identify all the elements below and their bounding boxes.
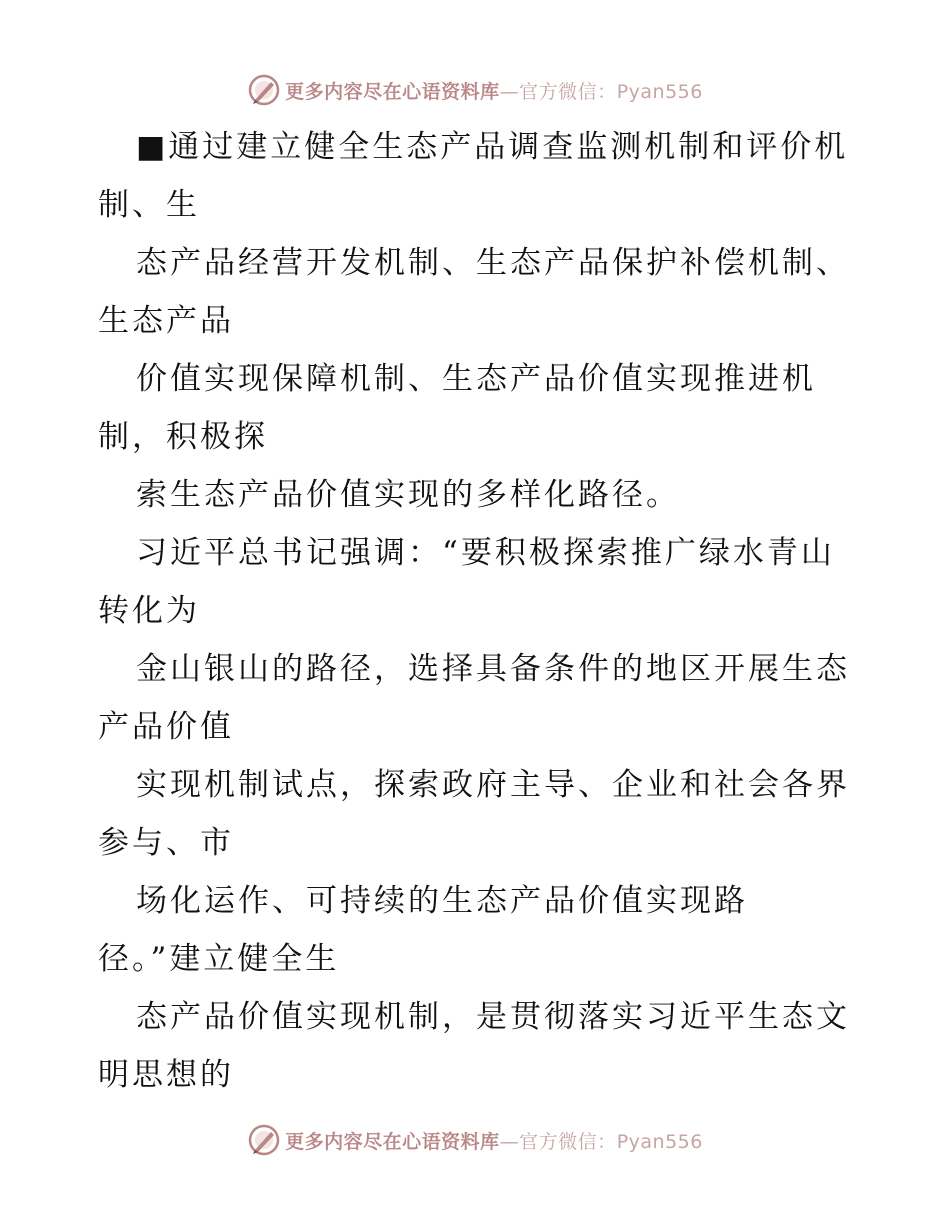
text-line: 实现机制试点，探索政府主导、企业和社会各界	[136, 767, 850, 803]
banner-text	[285, 77, 703, 104]
pen-circle-logo-icon	[247, 1123, 281, 1157]
text-line: ■通过建立健全生态产品调查监测机制和评价机	[136, 129, 849, 165]
text-line: 价值实现保障机制、生态产品价值实现推进机	[136, 361, 816, 397]
banner-text	[285, 1127, 703, 1154]
banner-wechat-label: 官方微信：	[519, 80, 617, 103]
text-line: 态产品经营开发机制、生态产品保护补偿机制、	[136, 245, 850, 281]
text-line: 制、生	[98, 187, 200, 223]
text-line: 索生态产品价值实现的多样化路径。	[136, 477, 680, 513]
text-line: 径。”建立健全生	[98, 941, 340, 977]
header-banner	[0, 68, 950, 112]
banner-wechat-id: Pyan556	[616, 1130, 703, 1153]
text-line: 生态产品	[98, 303, 234, 339]
text-line: 态产品价值实现机制，是贯彻落实习近平生态文	[136, 999, 850, 1035]
banner-brand: 更多内容尽在心语资料库	[285, 80, 500, 103]
banner-brand: 更多内容尽在心语资料库	[285, 1130, 500, 1153]
text-line: 金山银山的路径，选择具备条件的地区开展生态	[136, 651, 850, 687]
banner-wechat-label: 官方微信：	[519, 1130, 617, 1153]
pen-circle-logo-icon	[247, 73, 281, 107]
text-line: 产品价值	[98, 709, 234, 745]
banner-separator: —	[499, 80, 520, 103]
text-line: 场化运作、可持续的生态产品价值实现路	[136, 883, 748, 919]
text-line: 明思想的	[98, 1057, 234, 1093]
text-line: 习近平总书记强调：“要积极探索推广绿水青山	[136, 535, 835, 571]
footer-banner	[0, 1118, 950, 1162]
text-line: 转化为	[98, 593, 200, 629]
banner-wechat-id: Pyan556	[616, 80, 703, 103]
document-body	[98, 118, 858, 1104]
banner-separator: —	[499, 1130, 520, 1153]
text-line: 参与、市	[98, 825, 234, 861]
text-line: 制，积极探	[98, 419, 268, 455]
